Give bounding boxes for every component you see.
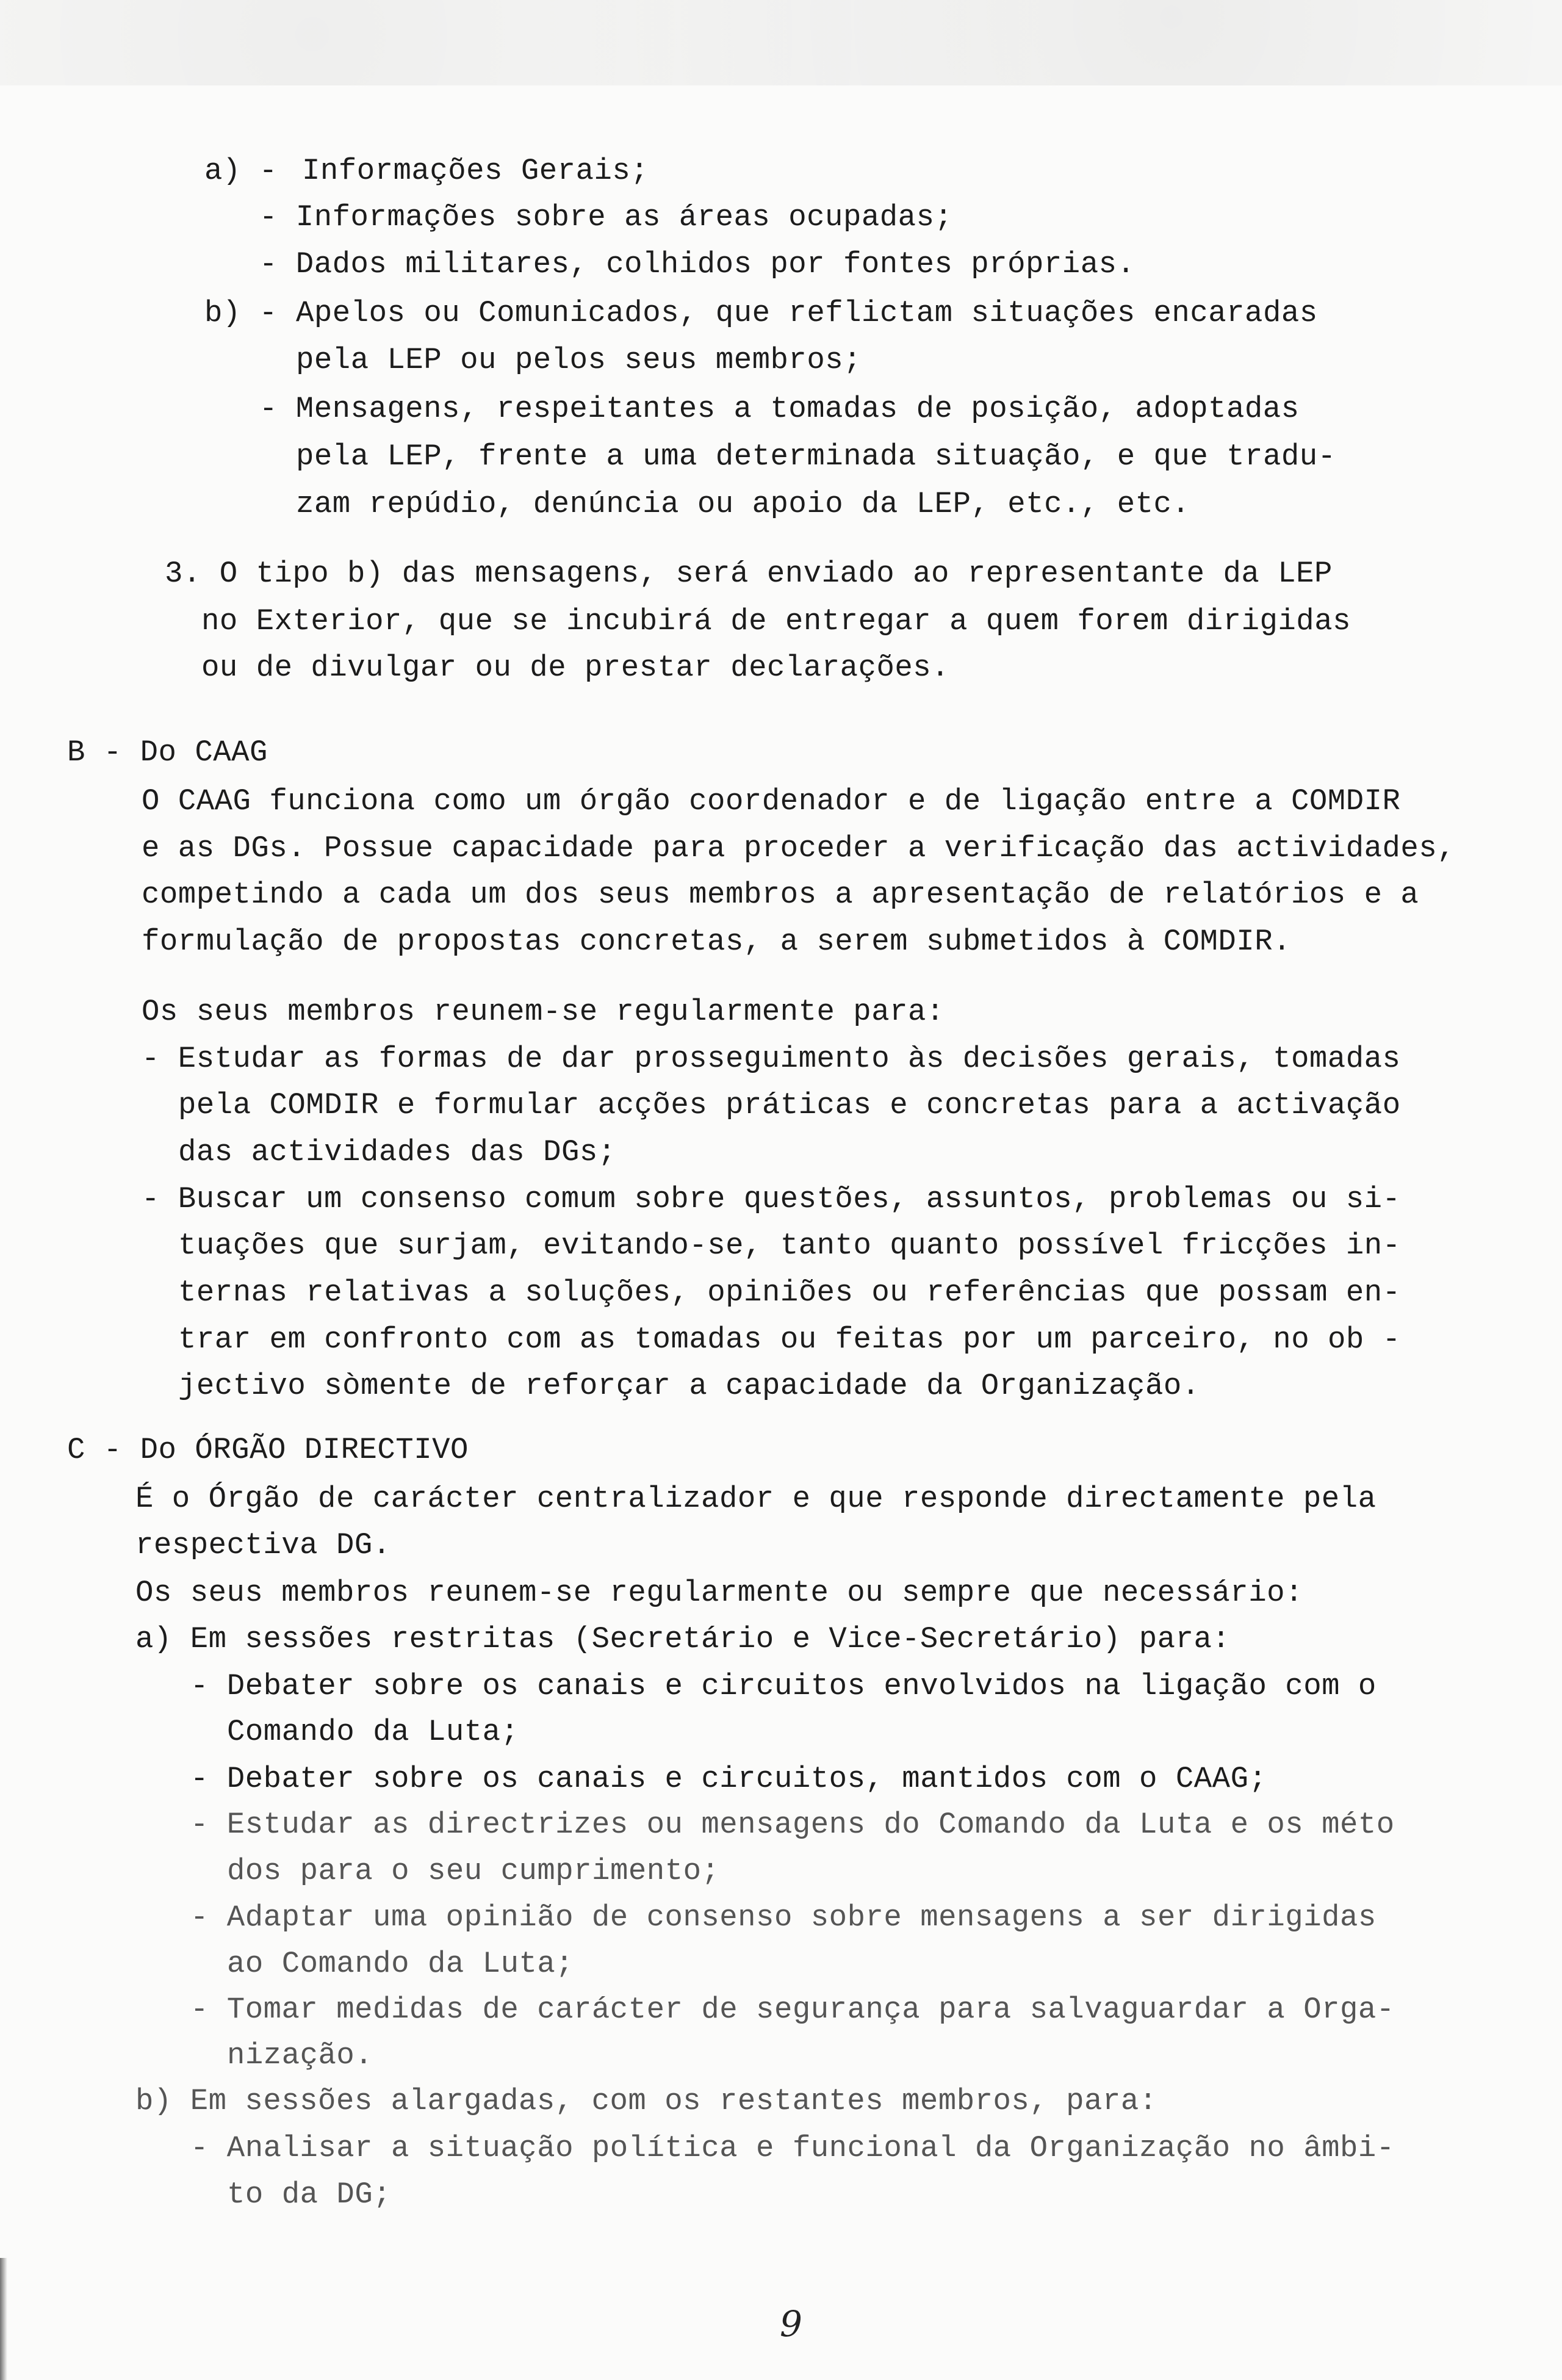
c-a-item-5-line-1: - Tomar medidas de carácter de segurança para salvaguardar a Orga- <box>190 1992 1395 2027</box>
b-p1-line-2: e as DGs. Possue capacidade para proceder a verificação das actividades, <box>142 831 1456 865</box>
b-item-2-line-2: pela LEP, frente a uma determinada situação, e que tradu- <box>296 439 1336 474</box>
b-label: b) - <box>204 296 278 330</box>
b-item-2-line-4: trar em confronto com as tomadas ou feitas por um parceiro, no ob - <box>178 1322 1401 1357</box>
scan-noise <box>0 0 1562 85</box>
c-p1-line-1: É o Órgão de carácter centralizador e que responde directamente pela <box>135 1482 1377 1516</box>
b-item-1-line-1: Apelos ou Comunicados, que reflictam situações encaradas <box>296 296 1318 330</box>
section-b-heading: B - Do CAAG <box>67 735 268 770</box>
b-p1-line-3: competindo a cada um dos seus membros a apresentação de relatórios e a <box>142 878 1419 912</box>
a-item-3: - Dados militares, colhidos por fontes próprias. <box>259 247 1136 281</box>
b-item-1-line-2: pela LEP ou pelos seus membros; <box>296 343 862 377</box>
b-p2: Os seus membros reunem-se regularmente para: <box>142 995 945 1029</box>
b-item-2-line-1: - Mensagens, respeitantes a tomadas de posição, adoptadas <box>259 392 1300 426</box>
b-item-2-line-1: - Buscar um consenso comum sobre questões, assuntos, problemas ou si- <box>142 1182 1401 1216</box>
c-b-item-1-line-1: - Analisar a situação política e funcional da Organização no âmbi- <box>190 2131 1395 2165</box>
section-c-heading: C - Do ÓRGÃO DIRECTIVO <box>67 1433 469 1467</box>
scan-edge-shadow <box>0 2258 7 2380</box>
c-p1-line-2: respectiva DG. <box>135 1528 391 1562</box>
c-a-item-5-line-2: nização. <box>227 2038 373 2072</box>
a-item-2: - Informações sobre as áreas ocupadas; <box>259 200 953 234</box>
b-item-2-line-2: tuações que surjam, evitando-se, tanto quanto possível fricções in- <box>178 1228 1401 1263</box>
b-item-1-line-3: das actividades das DGs; <box>178 1135 616 1169</box>
b-item-2-line-3: zam repúdio, denúncia ou apoio da LEP, etc., etc. <box>296 487 1190 521</box>
c-a-item-4-line-2: ao Comando da Luta; <box>227 1947 574 1981</box>
b-item-1-line-2: pela COMDIR e formular acções práticas e concretas para a activação <box>178 1088 1401 1122</box>
c-a-item-4-line-1: - Adaptar uma opinião de consenso sobre mensagens a ser dirigidas <box>190 1900 1377 1935</box>
point-3-line-1: 3. O tipo b) das mensagens, será enviado ao representante da LEP <box>165 557 1333 591</box>
c-b-item-1-line-2: to da DG; <box>227 2177 392 2212</box>
a-item-1: Informações Gerais; <box>302 154 649 188</box>
b-p1-line-4: formulação de propostas concretas, a serem submetidos à COMDIR. <box>142 925 1292 959</box>
c-a-item-3-line-1: - Estudar as directrizes ou mensagens do Comando da Luta e os méto <box>190 1808 1395 1842</box>
b-item-2-line-3: ternas relativas a soluções, opiniões ou referências que possam en- <box>178 1275 1401 1310</box>
c-a-item-1-line-2: Comando da Luta; <box>227 1715 519 1749</box>
c-a-heading: a) Em sessões restritas (Secretário e Vice-Secretário) para: <box>135 1622 1231 1656</box>
c-a-item-3-line-2: dos para o seu cumprimento; <box>227 1854 720 1888</box>
c-p2: Os seus membros reunem-se regularmente ou sempre que necessário: <box>135 1576 1303 1610</box>
c-b-heading: b) Em sessões alargadas, com os restantes membros, para: <box>135 2084 1157 2118</box>
point-3-line-3: ou de divulgar ou de prestar declarações. <box>201 651 950 685</box>
b-p1-line-1: O CAAG funciona como um órgão coordenador e de ligação entre a COMDIR <box>142 784 1401 818</box>
a-label: a) - <box>204 154 278 188</box>
point-3-line-2: no Exterior, que se incubirá de entregar a quem forem dirigidas <box>201 604 1351 638</box>
b-item-2-line-5: jectivo sòmente de reforçar a capacidade da Organização. <box>178 1369 1200 1403</box>
b-item-1-line-1: - Estudar as formas de dar prosseguimento às decisões gerais, tomadas <box>142 1042 1401 1076</box>
c-a-item-1-line-1: - Debater sobre os canais e circuitos envolvidos na ligação com o <box>190 1669 1377 1703</box>
page-number: 9 <box>780 2303 802 2345</box>
c-a-item-2: - Debater sobre os canais e circuitos, mantidos com o CAAG; <box>190 1762 1267 1796</box>
